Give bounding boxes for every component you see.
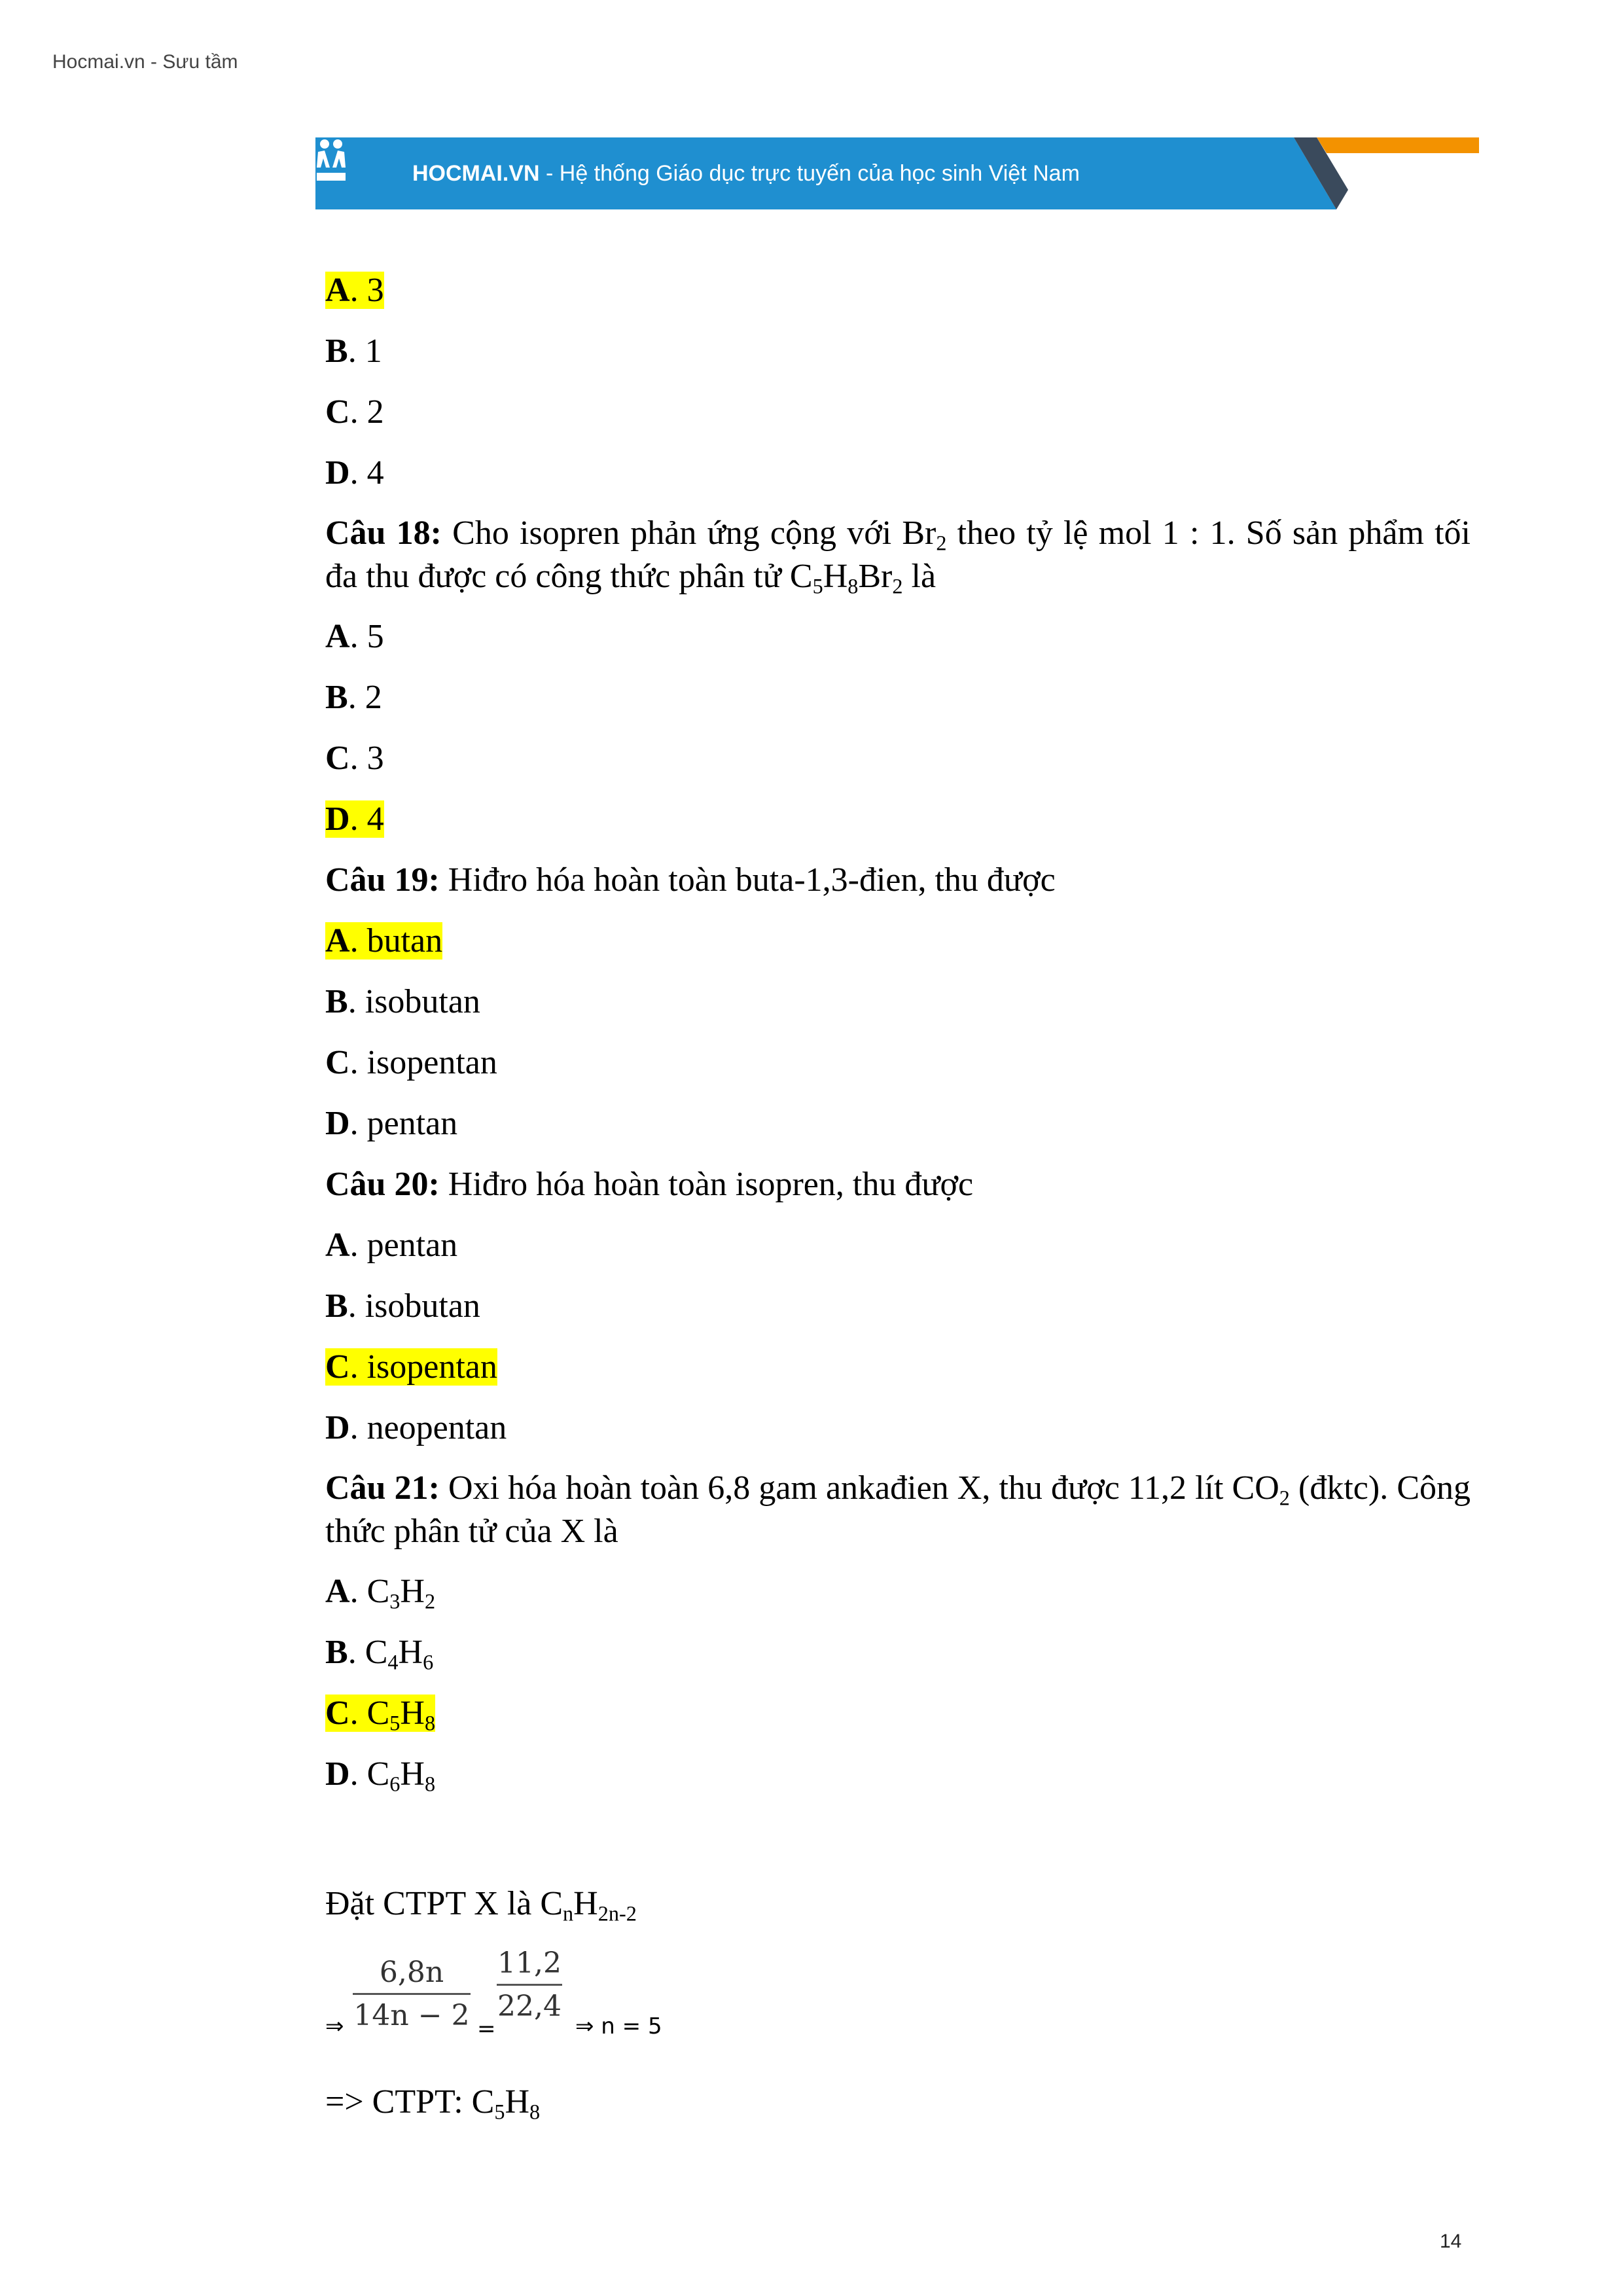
- subscript: 5: [812, 574, 823, 598]
- fraction-right: [497, 1946, 562, 2023]
- question-label: Câu 21:: [325, 1469, 440, 1507]
- question-text: là: [902, 558, 936, 595]
- answer-option: [325, 1041, 1471, 1085]
- question-text: (đktc). Công thức phân tử của X là: [325, 1469, 1471, 1550]
- subscript: 4: [387, 1650, 399, 1674]
- option-content: [325, 983, 480, 1020]
- document-body: [325, 268, 1471, 2141]
- option-text: . 3: [349, 740, 384, 777]
- option-content: [325, 1755, 436, 1796]
- option-content: [325, 1634, 434, 1674]
- solution-text: H: [573, 1885, 598, 1922]
- question-21-options: [325, 1570, 1471, 1797]
- option-text: . pentan: [349, 1105, 458, 1142]
- option-letter: A: [325, 1573, 350, 1610]
- option-letter: B: [325, 1287, 348, 1325]
- fraction-denominator: 22,4: [497, 1990, 562, 2023]
- header-banner: [315, 137, 1479, 209]
- question-20-options: [325, 1223, 1471, 1450]
- option-text: . isopentan: [349, 1044, 497, 1081]
- option-letter: C: [325, 740, 350, 777]
- option-content: [325, 618, 384, 655]
- answer-option: [325, 1406, 1471, 1450]
- subscript: 5: [494, 2100, 505, 2124]
- option-content: [325, 1695, 436, 1735]
- answer-option: [325, 451, 1471, 495]
- subscript: 8: [529, 2100, 541, 2124]
- option-letter: D: [325, 1409, 350, 1446]
- option-text: . 2: [348, 679, 382, 716]
- option-text: . C: [348, 1634, 388, 1671]
- subscript: 2: [1279, 1486, 1290, 1510]
- fraction-numerator: 11,2: [497, 1946, 562, 1980]
- subscript: 2: [936, 531, 947, 555]
- fraction-denominator: 14n − 2: [353, 1999, 470, 2032]
- question-21: [325, 1467, 1471, 1553]
- option-letter: C: [325, 1044, 350, 1081]
- option-text: H: [400, 1573, 425, 1610]
- option-text: H: [400, 1755, 425, 1793]
- option-text: . isopentan: [349, 1348, 497, 1386]
- question-text: Oxi hóa hoàn toàn 6,8 gam ankađien X, thu được 11,2 lít CO: [439, 1469, 1279, 1507]
- option-content: [325, 1409, 507, 1446]
- option-content: [325, 1287, 480, 1325]
- answer-option: [325, 615, 1471, 659]
- option-text: . C: [349, 1573, 390, 1610]
- question-19-options: [325, 919, 1471, 1146]
- answer-option: [325, 980, 1471, 1024]
- option-letter: B: [325, 332, 348, 370]
- banner-title: [412, 161, 1080, 187]
- option-letter: D: [325, 1105, 350, 1142]
- subscript: 2: [892, 574, 903, 598]
- equals-sign: =: [477, 2016, 496, 2042]
- answer-option: [325, 1752, 1471, 1797]
- answer-option: [325, 1630, 1471, 1675]
- source-watermark: Hocmai.vn - Sưu tầm: [52, 51, 238, 73]
- question-18: [325, 512, 1471, 598]
- answer-option: [325, 1102, 1471, 1146]
- option-content: [325, 679, 382, 716]
- option-text: . neopentan: [349, 1409, 507, 1446]
- option-content: [325, 800, 384, 838]
- answer-option: [325, 1345, 1471, 1390]
- option-text: . 5: [349, 618, 384, 655]
- fraction-numerator: 6,8n: [379, 1956, 444, 1989]
- option-text: . butan: [349, 922, 443, 960]
- subscript: 8: [847, 574, 859, 598]
- answer-option: [325, 1223, 1471, 1268]
- option-text: . 2: [349, 393, 384, 431]
- option-content: [325, 332, 382, 370]
- question-20: [325, 1162, 1471, 1207]
- solution-equation: [325, 1943, 1471, 2080]
- subscript: n: [563, 1901, 574, 1926]
- option-content: [325, 454, 384, 492]
- subscript: 2: [424, 1589, 436, 1613]
- answer-option: [325, 736, 1471, 781]
- option-letter: A: [325, 922, 350, 960]
- option-letter: A: [325, 1227, 350, 1264]
- option-content: [325, 1227, 457, 1264]
- option-text: . 3: [349, 272, 384, 309]
- question-text: H: [823, 558, 848, 595]
- previous-question-options: [325, 268, 1471, 495]
- option-text: . isobutan: [348, 983, 480, 1020]
- option-letter: A: [325, 618, 350, 655]
- option-letter: B: [325, 1634, 348, 1671]
- option-letter: C: [325, 1348, 350, 1386]
- solution-text: Đặt CTPT X là C: [325, 1885, 563, 1922]
- option-letter: D: [325, 454, 350, 492]
- answer-option: [325, 1691, 1471, 1736]
- solution-text: H: [505, 2083, 530, 2121]
- question-label: Câu 18:: [325, 514, 442, 552]
- option-letter: D: [325, 800, 350, 838]
- subscript: 6: [423, 1650, 434, 1674]
- answer-option: [325, 1570, 1471, 1614]
- option-letter: A: [325, 272, 350, 309]
- answer-option: [325, 1284, 1471, 1329]
- option-letter: C: [325, 393, 350, 431]
- option-content: [325, 1348, 497, 1386]
- option-text: . 4: [349, 800, 384, 838]
- question-text: theo tỷ lệ mol 1 : 1. Số sản phẩm tối đa thu được có công thức phân tử C: [325, 514, 1471, 595]
- option-content: [325, 272, 384, 309]
- subscript: 6: [389, 1772, 401, 1796]
- answer-option: [325, 919, 1471, 963]
- answer-option: [325, 268, 1471, 313]
- option-content: [325, 1044, 497, 1081]
- option-content: [325, 740, 384, 777]
- question-text: Hiđro hóa hoàn toàn isopren, thu được: [439, 1166, 974, 1203]
- subscript: 8: [424, 1711, 436, 1735]
- solution-line-1: [325, 1882, 1471, 1926]
- implies-symbol: ⇒: [325, 2013, 344, 2039]
- subscript: 5: [389, 1711, 401, 1735]
- subscript: 8: [424, 1772, 436, 1796]
- option-text: H: [400, 1695, 425, 1732]
- answer-option: [325, 329, 1471, 374]
- option-text: H: [398, 1634, 423, 1671]
- option-text: . 1: [348, 332, 382, 370]
- option-letter: D: [325, 1755, 350, 1793]
- hocmai-logo-icon: [315, 137, 347, 185]
- question-text: Hiđro hóa hoàn toàn buta-1,3-đien, thu được: [439, 861, 1056, 899]
- option-text: . 4: [349, 454, 384, 492]
- page-number: 14: [1440, 2231, 1462, 2252]
- subscript: 3: [389, 1589, 401, 1613]
- question-text: Cho isopren phản ứng cộng với Br: [441, 514, 936, 552]
- solution-line-3: [325, 2080, 1471, 2125]
- answer-option: [325, 675, 1471, 720]
- fraction-left: [353, 1956, 471, 2032]
- fraction-bar: [353, 1993, 471, 1995]
- option-letter: C: [325, 1695, 350, 1732]
- answer-option: [325, 797, 1471, 842]
- solution-text: => CTPT: C: [325, 2083, 495, 2121]
- spacer: [325, 1813, 1471, 1882]
- question-text: Br: [858, 558, 893, 595]
- option-text: . isobutan: [348, 1287, 480, 1325]
- option-content: [325, 1105, 457, 1142]
- option-letter: B: [325, 679, 348, 716]
- question-18-options: [325, 615, 1471, 842]
- banner-brand: HOCMAI.VN: [412, 161, 540, 186]
- question-label: Câu 20:: [325, 1166, 440, 1203]
- option-text: . C: [349, 1755, 390, 1793]
- option-text: . C: [349, 1695, 390, 1732]
- option-text: . pentan: [349, 1227, 458, 1264]
- banner-tagline: - Hệ thống Giáo dục trực tuyến của học sinh Việt Nam: [539, 161, 1080, 186]
- question-19: [325, 858, 1471, 903]
- option-content: [325, 922, 442, 960]
- fraction-bar: [497, 1984, 562, 1986]
- option-letter: B: [325, 983, 348, 1020]
- question-label: Câu 19:: [325, 861, 440, 899]
- option-content: [325, 1573, 436, 1613]
- subscript: 2n-2: [597, 1901, 637, 1926]
- answer-option: [325, 390, 1471, 435]
- solution-result: ⇒ n = 5: [575, 2013, 662, 2039]
- option-content: [325, 393, 384, 431]
